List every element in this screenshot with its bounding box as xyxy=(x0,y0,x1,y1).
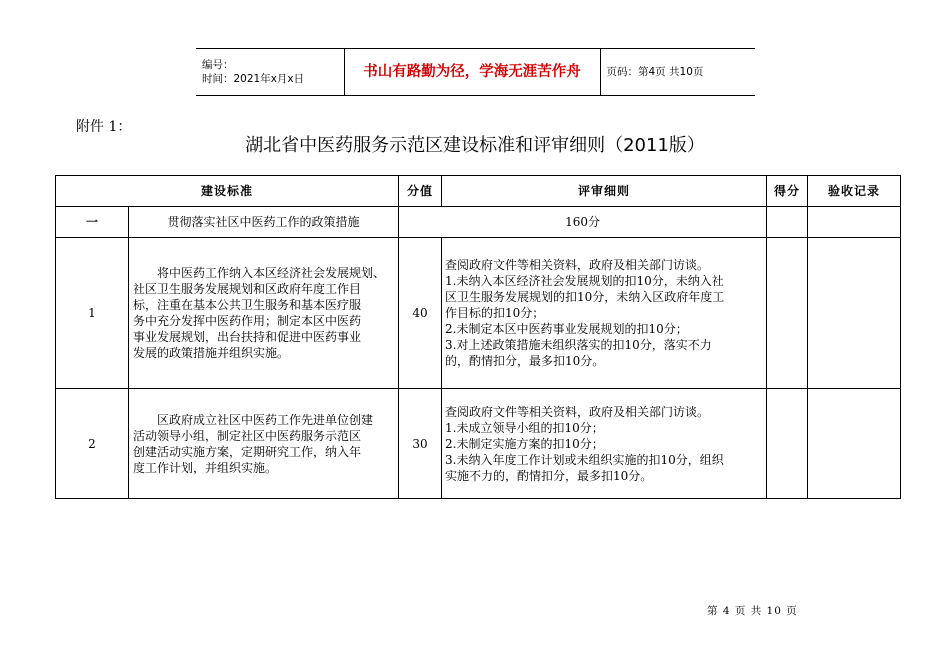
row-number: 1 xyxy=(56,238,129,389)
section-number: 一 xyxy=(56,207,129,238)
motto: 书山有路勤为径，学海无涯苦作舟 xyxy=(344,49,600,96)
detail-line: 3.对上述政策措施未组织落实的扣10分，落实不力 xyxy=(445,338,712,352)
page-info: 页码：第4页 共10页 xyxy=(600,49,755,96)
header-standard: 建设标准 xyxy=(56,176,399,207)
section-record-cell xyxy=(808,207,901,238)
row-record-cell xyxy=(808,238,901,389)
detail-line: 的，酌情扣分，最多扣10分。 xyxy=(445,354,605,368)
detail-line: 查阅政府文件等相关资料，政府及相关部门访谈。 xyxy=(445,404,710,419)
table-row xyxy=(56,389,901,499)
section-name: 贯彻落实社区中医药工作的政策措施 xyxy=(129,207,399,238)
standard-line: 将中医药工作纳入本区经济社会发展规划、 xyxy=(133,266,386,280)
table-header-row xyxy=(56,176,901,207)
attachment-label: 附件 1： xyxy=(76,119,132,135)
header-left xyxy=(196,49,344,96)
row-standard xyxy=(129,389,399,499)
standard-line: 创建活动实施方案，定期研究工作，纳入年 xyxy=(133,444,362,459)
date-line: 时间：2021年x月x日 xyxy=(202,73,305,85)
detail-line: 2.未制定实施方案的扣10分； xyxy=(445,436,604,451)
standards-table xyxy=(55,175,901,499)
table-row xyxy=(56,238,901,389)
standard-line: 区政府成立社区中医药工作先进单位创建 xyxy=(133,412,374,427)
detail-line: 2.未制定本区中医药事业发展规划的扣10分； xyxy=(445,322,688,336)
section-score: 160分 xyxy=(399,207,767,238)
row-standard xyxy=(129,238,399,389)
row-points-cell xyxy=(767,389,808,499)
row-detail xyxy=(442,238,767,389)
header-score: 分值 xyxy=(399,176,442,207)
standard-line: 发展的政策措施并组织实施。 xyxy=(133,346,290,360)
detail-line: 1.未成立领导小组的扣10分； xyxy=(445,420,604,435)
page-footer: 第 4 页 共 10 页 xyxy=(707,605,798,617)
standard-line: 标，注重在基本公共卫生服务和基本医疗服 xyxy=(133,298,362,312)
standard-line: 度工作计划，并组织实施。 xyxy=(133,460,278,475)
detail-line: 1.未纳入本区经济社会发展规划的扣10分，未纳入社 xyxy=(445,274,724,288)
standard-line: 社区卫生服务发展规划和区政府年度工作目 xyxy=(133,282,362,296)
detail-line: 3.未纳入年度工作计划或未组织实施的扣10分，组织 xyxy=(445,452,724,467)
section-row xyxy=(56,207,901,238)
standard-line: 事业发展规划，出台扶持和促进中医药事业 xyxy=(133,330,362,344)
header-record: 验收记录 xyxy=(808,176,901,207)
header-points: 得分 xyxy=(767,176,808,207)
standard-line: 务中充分发挥中医药作用；制定本区中医药 xyxy=(133,314,362,328)
row-number: 2 xyxy=(56,389,129,499)
document-title: 湖北省中医药服务示范区建设标准和评审细则（2011版） xyxy=(245,135,705,156)
row-points-cell xyxy=(767,238,808,389)
detail-line: 区卫生服务发展规划的扣10分，未纳入区政府年度工 xyxy=(445,290,725,304)
detail-line: 实施不力的，酌情扣分，最多扣10分。 xyxy=(445,468,653,483)
section-points-cell xyxy=(767,207,808,238)
header-detail: 评审细则 xyxy=(442,176,767,207)
row-detail xyxy=(442,389,767,499)
standard-line: 活动领导小组，制定社区中医药服务示范区 xyxy=(133,428,362,443)
row-score: 40 xyxy=(399,238,442,389)
number-label: 编号： xyxy=(202,59,234,71)
page-header xyxy=(196,48,755,96)
detail-line: 作目标的扣10分； xyxy=(445,306,545,320)
row-score: 30 xyxy=(399,389,442,499)
row-record-cell xyxy=(808,389,901,499)
detail-line: 查阅政府文件等相关资料，政府及相关部门访谈。 xyxy=(445,258,710,272)
